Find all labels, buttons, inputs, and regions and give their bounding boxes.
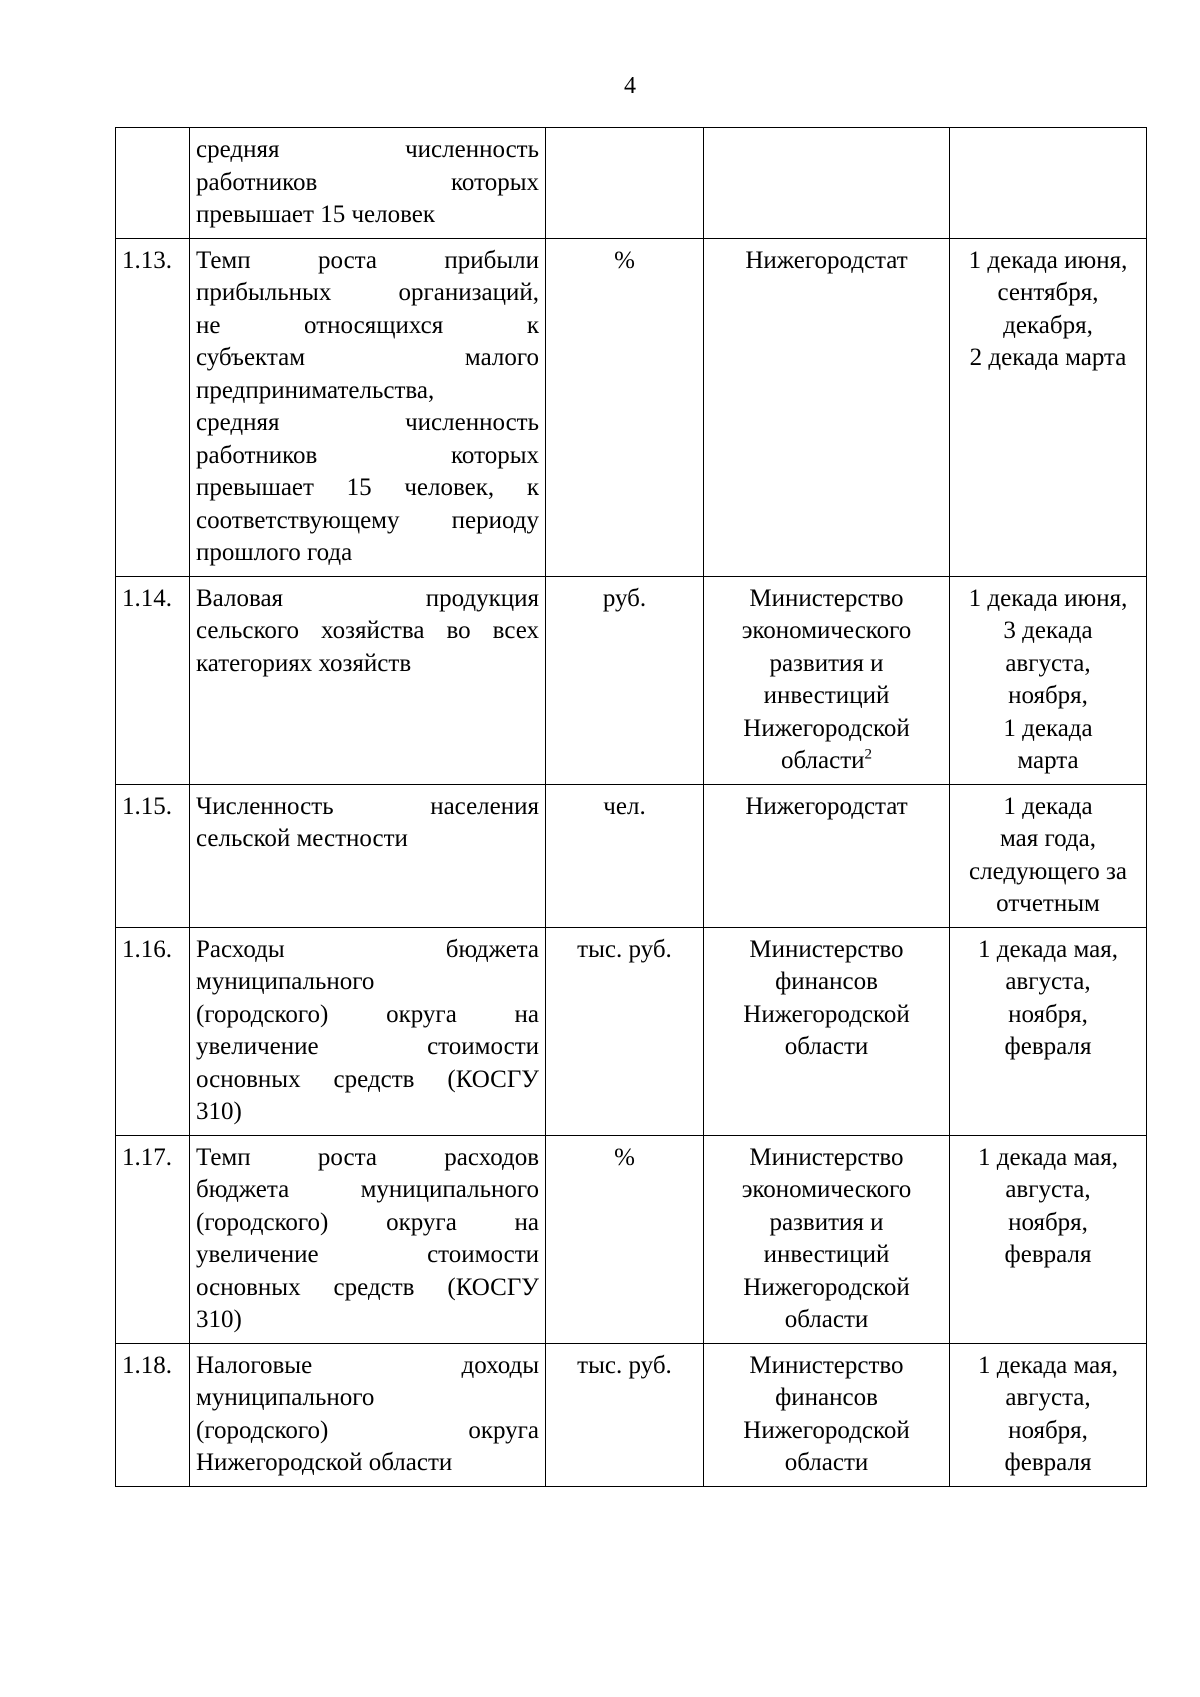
schedule-line: августа, bbox=[1005, 968, 1091, 995]
schedule-line: 3 декада bbox=[1003, 617, 1093, 644]
source-line bbox=[710, 1031, 943, 1064]
indicator-name-line: субъектам малого bbox=[196, 344, 539, 371]
schedule-cell bbox=[950, 927, 1147, 1135]
row-number-cell bbox=[116, 576, 190, 784]
indicator-name-line: 310) bbox=[196, 1098, 242, 1125]
source-cell bbox=[704, 1343, 950, 1486]
schedule-line: отчетным bbox=[996, 890, 1100, 917]
source-line-text: финансов bbox=[775, 968, 878, 995]
schedule-line: ноября, bbox=[1008, 1000, 1088, 1028]
source-line bbox=[710, 615, 943, 648]
indicator-name-line: превышает 15 человек bbox=[196, 201, 435, 228]
indicator-name-line: не относящихся к bbox=[196, 311, 539, 339]
source-line-text: инвестиций bbox=[763, 682, 890, 709]
schedule-cell bbox=[950, 1135, 1147, 1343]
indicator-name-line: муниципального bbox=[196, 968, 375, 995]
schedule-line: декабря, bbox=[1003, 311, 1093, 339]
source-cell bbox=[704, 784, 950, 927]
indicator-name-line: Налоговые доходы bbox=[196, 1351, 539, 1379]
unit-text: % bbox=[614, 246, 635, 274]
indicator-name-line: сельского хозяйства во всех bbox=[196, 617, 539, 644]
source-line-text: Министерство bbox=[749, 584, 904, 612]
indicator-name-line: категориях хозяйств bbox=[196, 649, 412, 677]
footnote-marker: 2 bbox=[864, 746, 873, 763]
source-line-text: Нижегородстат bbox=[745, 792, 908, 820]
schedule-line: августа, bbox=[1005, 649, 1091, 677]
schedule-line: 1 декада июня, bbox=[968, 584, 1128, 612]
row-number: 1.15. bbox=[122, 792, 172, 820]
schedule-line: марта bbox=[1017, 747, 1079, 774]
indicator-name-line: увеличение стоимости bbox=[196, 1033, 539, 1060]
row-number-cell bbox=[116, 128, 190, 239]
schedule-line: августа, bbox=[1005, 1176, 1091, 1203]
source-line bbox=[710, 1447, 943, 1480]
source-line-text: области bbox=[784, 1033, 869, 1060]
unit-cell bbox=[546, 927, 704, 1135]
row-number-cell bbox=[116, 927, 190, 1135]
source-line bbox=[710, 1207, 943, 1240]
indicator-name-line: основных средств (КОСГУ bbox=[196, 1065, 539, 1093]
source-line bbox=[710, 713, 943, 746]
indicator-name-line: соответствующему периоду bbox=[196, 506, 539, 534]
indicator-name-line: бюджета муниципального bbox=[196, 1176, 539, 1203]
schedule-line: февраля bbox=[1004, 1033, 1092, 1060]
source-line-text: инвестиций bbox=[763, 1241, 890, 1268]
indicator-name-line: сельской местности bbox=[196, 825, 408, 852]
source-line bbox=[710, 745, 943, 778]
table-row bbox=[116, 784, 1147, 927]
unit-cell bbox=[546, 1135, 704, 1343]
page-number: 4 bbox=[624, 73, 636, 99]
source-line bbox=[710, 1415, 943, 1448]
schedule-line: 1 декада bbox=[1003, 714, 1093, 742]
row-number: 1.13. bbox=[122, 246, 172, 274]
source-line-text: экономического bbox=[741, 1176, 912, 1203]
source-line-text: Нижегородстат bbox=[745, 246, 908, 274]
unit-text: чел. bbox=[603, 792, 646, 820]
source-line bbox=[710, 245, 943, 278]
schedule-line: февраля bbox=[1004, 1449, 1092, 1476]
unit-cell bbox=[546, 576, 704, 784]
schedule-line: сентября, bbox=[997, 279, 1099, 306]
source-line-text: Министерство bbox=[749, 935, 904, 963]
indicator-name-cell bbox=[190, 1135, 546, 1343]
indicator-name-line: увеличение стоимости bbox=[196, 1241, 539, 1268]
source-cell bbox=[704, 576, 950, 784]
source-cell bbox=[704, 1135, 950, 1343]
indicator-name-line: Нижегородской области bbox=[196, 1449, 453, 1476]
indicator-name-cell bbox=[190, 576, 546, 784]
source-line bbox=[710, 934, 943, 967]
indicator-name-line: 310) bbox=[196, 1306, 242, 1333]
source-line-text: финансов bbox=[775, 1384, 878, 1411]
source-line-text: Министерство bbox=[749, 1143, 904, 1171]
source-line bbox=[710, 1142, 943, 1175]
indicator-name-line: средняя численность bbox=[196, 136, 539, 163]
schedule-cell bbox=[950, 576, 1147, 784]
source-line bbox=[710, 966, 943, 999]
schedule-line: 1 декада мая, bbox=[978, 1143, 1118, 1171]
schedule-line: 1 декада bbox=[1003, 792, 1093, 820]
table-row bbox=[116, 927, 1147, 1135]
schedule-line: 1 декада июня, bbox=[968, 246, 1128, 274]
row-number: 1.14. bbox=[122, 584, 172, 612]
indicator-name-line: предпринимательства, bbox=[196, 376, 435, 404]
indicator-name-line: средняя численность bbox=[196, 409, 539, 436]
source-line-text: Нижегородской bbox=[743, 1000, 910, 1028]
indicator-name-cell bbox=[190, 1343, 546, 1486]
source-cell bbox=[704, 238, 950, 576]
schedule-line: 1 декада мая, bbox=[978, 1351, 1118, 1379]
indicator-name-line: превышает 15 человек, к bbox=[196, 474, 539, 501]
source-line bbox=[710, 680, 943, 713]
indicator-name-line: основных средств (КОСГУ bbox=[196, 1273, 539, 1301]
source-line bbox=[710, 1272, 943, 1305]
schedule-line: ноября, bbox=[1008, 1416, 1088, 1444]
unit-cell bbox=[546, 238, 704, 576]
indicator-name-line: муниципального bbox=[196, 1384, 375, 1411]
source-line-text: развития и bbox=[769, 649, 884, 677]
source-line-text: Нижегородской bbox=[743, 1273, 910, 1301]
table-row bbox=[116, 238, 1147, 576]
source-line bbox=[710, 1239, 943, 1272]
source-line-text: развития и bbox=[769, 1208, 884, 1236]
schedule-line: ноября, bbox=[1008, 1208, 1088, 1236]
indicator-name-line: Численность населения bbox=[196, 792, 539, 820]
source-line-text: области bbox=[780, 747, 865, 774]
row-number-cell bbox=[116, 784, 190, 927]
indicator-name-line: Валовая продукция bbox=[196, 584, 539, 612]
source-cell bbox=[704, 128, 950, 239]
schedule-cell bbox=[950, 1343, 1147, 1486]
table-row bbox=[116, 1343, 1147, 1486]
indicator-name-cell bbox=[190, 784, 546, 927]
schedule-line: 1 декада мая, bbox=[978, 935, 1118, 963]
source-line bbox=[710, 999, 943, 1032]
row-number: 1.16. bbox=[122, 935, 172, 963]
source-line bbox=[710, 1382, 943, 1415]
row-number-cell bbox=[116, 1135, 190, 1343]
schedule-cell bbox=[950, 128, 1147, 239]
unit-text: % bbox=[614, 1143, 635, 1171]
schedule-cell bbox=[950, 238, 1147, 576]
row-number-cell bbox=[116, 238, 190, 576]
schedule-line: ноября, bbox=[1008, 682, 1088, 709]
row-number: 1.17. bbox=[122, 1143, 172, 1171]
unit-cell bbox=[546, 1343, 704, 1486]
source-line bbox=[710, 1174, 943, 1207]
table-row bbox=[116, 128, 1147, 239]
table-row bbox=[116, 1135, 1147, 1343]
source-line bbox=[710, 791, 943, 824]
indicator-name-line: прошлого года bbox=[196, 539, 353, 566]
indicator-name-line: работников которых bbox=[196, 441, 539, 469]
source-line-text: области bbox=[784, 1449, 869, 1476]
source-line-text: Министерство bbox=[749, 1351, 904, 1379]
schedule-line: февраля bbox=[1004, 1241, 1092, 1268]
row-number-cell bbox=[116, 1343, 190, 1486]
indicator-name-line: Темп роста расходов bbox=[196, 1143, 539, 1171]
unit-cell bbox=[546, 784, 704, 927]
indicator-name-cell bbox=[190, 128, 546, 239]
indicator-name-line: (городского) округа на bbox=[196, 1208, 539, 1236]
schedule-line: августа, bbox=[1005, 1384, 1091, 1411]
indicators-table bbox=[115, 127, 1147, 1487]
indicator-name-line: Темп роста прибыли bbox=[196, 246, 539, 274]
source-cell bbox=[704, 927, 950, 1135]
unit-text: тыс. руб. bbox=[577, 1351, 672, 1379]
table-body bbox=[116, 128, 1147, 1487]
schedule-line: мая года, bbox=[1000, 825, 1096, 852]
schedule-line: 2 декада марта bbox=[969, 344, 1127, 371]
indicator-name-cell bbox=[190, 238, 546, 576]
source-line-text: Нижегородской bbox=[743, 1416, 910, 1444]
source-line-text: Нижегородской bbox=[743, 714, 910, 742]
indicator-name-line: прибыльных организаций, bbox=[196, 279, 539, 306]
indicator-name-line: (городского) округа на bbox=[196, 1000, 539, 1028]
source-line bbox=[710, 1304, 943, 1337]
indicator-name-cell bbox=[190, 927, 546, 1135]
source-line bbox=[710, 648, 943, 681]
source-line-text: области bbox=[784, 1306, 869, 1333]
unit-text: руб. bbox=[602, 584, 647, 612]
unit-cell bbox=[546, 128, 704, 239]
schedule-line: следующего за bbox=[969, 857, 1127, 885]
source-line bbox=[710, 1350, 943, 1383]
indicator-name-line: работников которых bbox=[196, 168, 539, 196]
source-line bbox=[710, 583, 943, 616]
schedule-cell bbox=[950, 784, 1147, 927]
indicator-name-line: Расходы бюджета bbox=[196, 935, 539, 963]
row-number: 1.18. bbox=[122, 1351, 172, 1379]
unit-text: тыс. руб. bbox=[577, 935, 672, 963]
indicator-name-line: (городского) округа bbox=[196, 1416, 539, 1444]
table-row bbox=[116, 576, 1147, 784]
source-line-text: экономического bbox=[741, 617, 912, 644]
